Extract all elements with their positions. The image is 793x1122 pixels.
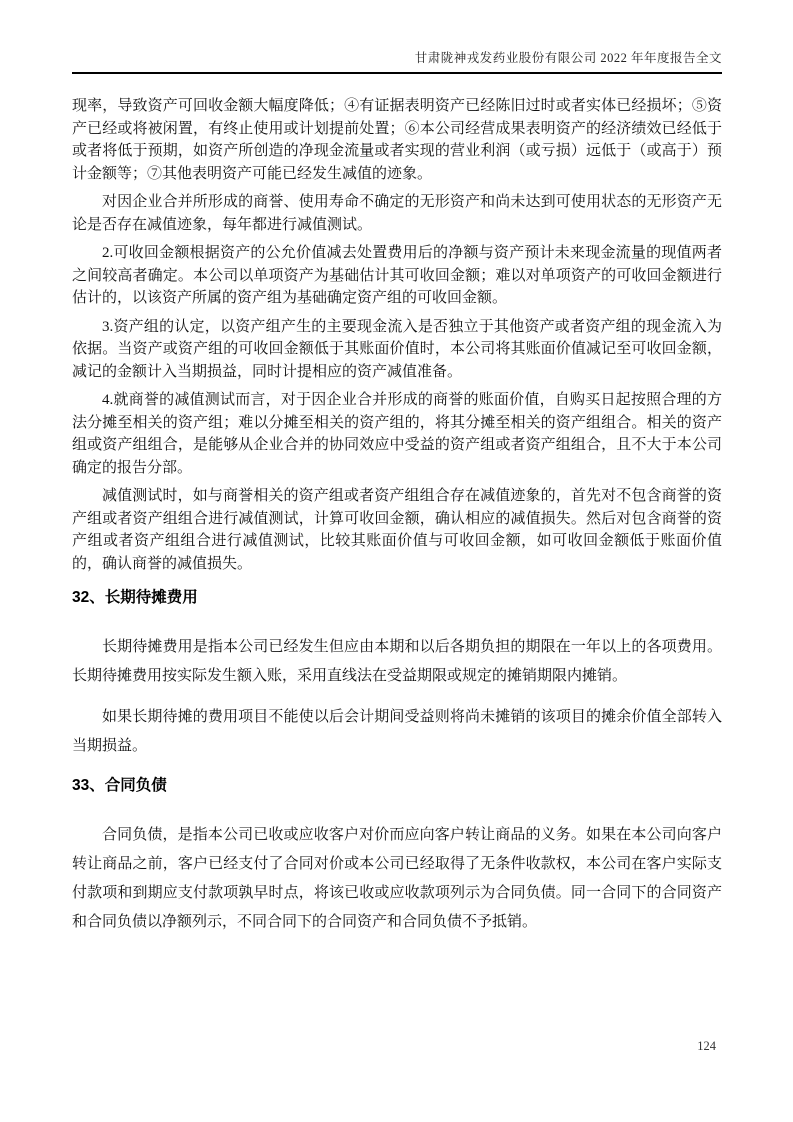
report-title: 甘肃陇神戎发药业股份有限公司 2022 年年度报告全文 [414,51,722,65]
section-heading-32-long-term-deferred-expenses: 32、长期待摊费用 [72,589,198,606]
page-number: 124 [697,1039,716,1053]
paragraph-asset-group-recognition: 3.资产组的认定，以资产组产生的主要现金流入是否独立于其他资产或者资产组的现金流入为依据。当资产或资产组的可收回金额低于其账面价值时，本公司将其账面价值减记至可收回金额，减记的金额计入当期损益，同时计提相应的资产减值准备。 [72,318,722,380]
paragraph-impairment-indicators-continued: 现率，导致资产可回收金额大幅度降低；④有证据表明资产已经陈旧过时或者实体已经损坏；⑤资产已经或将被闲置，有终止使用或计划提前处置；⑥本公司经营成果表明资产的经济绩效已经低于或者将低于预期，如资产所创造的净现金流量或者实现的营业利润（或亏损）远低于（或高于）预计金额等；⑦其他表明资产可能已经发生减值的迹象。 [72,98,722,182]
section-heading-33-contract-liabilities: 33、合同负债 [72,777,167,794]
paragraph-goodwill-annual-test: 对因企业合并所形成的商誉、使用寿命不确定的无形资产和尚未达到可使用状态的无形资产无论是否存在减值迹象，每年都进行减值测试。 [72,194,722,233]
page-content [72,95,722,937]
paragraph-goodwill-impairment-allocation: 4.就商誉的减值测试而言，对于因企业合并形成的商誉的账面价值，自购买日起按照合理的方法分摊至相关的资产组；难以分摊至相关的资产组的，将其分摊至相关的资产组组合。相关的资产组或资产组组合，是能够从企业合并的协同效应中受益的资产组或者资产组组合，且不大于本公司确定的报告分部。 [72,392,722,476]
page-header [72,50,722,74]
paragraph-impairment-test-procedure: 减值测试时，如与商誉相关的资产组或者资产组组合存在减值迹象的，首先对不包含商誉的资产组或者资产组组合进行减值测试，计算可收回金额，确认相应的减值损失。然后对包含商誉的资产组或者资产组组合进行减值测试，比较其账面价值与可收回金额，如可收回金额低于账面价值的，确认商誉的减值损失。 [72,488,722,572]
paragraph-contract-liabilities-definition: 合同负债，是指本公司已收或应收客户对价而应向客户转让商品的义务。如果在本公司向客户转让商品之前，客户已经支付了合同对价或本公司已经取得了无条件收款权，本公司在客户实际支付款项和到期应支付款项孰早时点，将该已收或应收款项列示为合同负债。同一合同下的合同资产和合同负债以净额列示，不同合同下的合同资产和合同负债不予抵销。 [72,827,722,930]
paragraph-recoverable-amount: 2.可收回金额根据资产的公允价值减去处置费用后的净额与资产预计未来现金流量的现值两者之间较高者确定。本公司以单项资产为基础估计其可收回金额；难以对单项资产的可收回金额进行估计的，以该资产所属的资产组为基础确定资产组的可收回金额。 [72,245,722,306]
paragraph-deferred-expenses-transfer: 如果长期待摊的费用项目不能使以后会计期间受益则将尚未摊销的该项目的摊余价值全部转入当期损益。 [72,709,722,754]
paragraph-deferred-expenses-definition: 长期待摊费用是指本公司已经发生但应由本期和以后各期负担的期限在一年以上的各项费用。长期待摊费用按实际发生额入账，采用直线法在受益期限或规定的摊销期限内摊销。 [72,639,722,684]
